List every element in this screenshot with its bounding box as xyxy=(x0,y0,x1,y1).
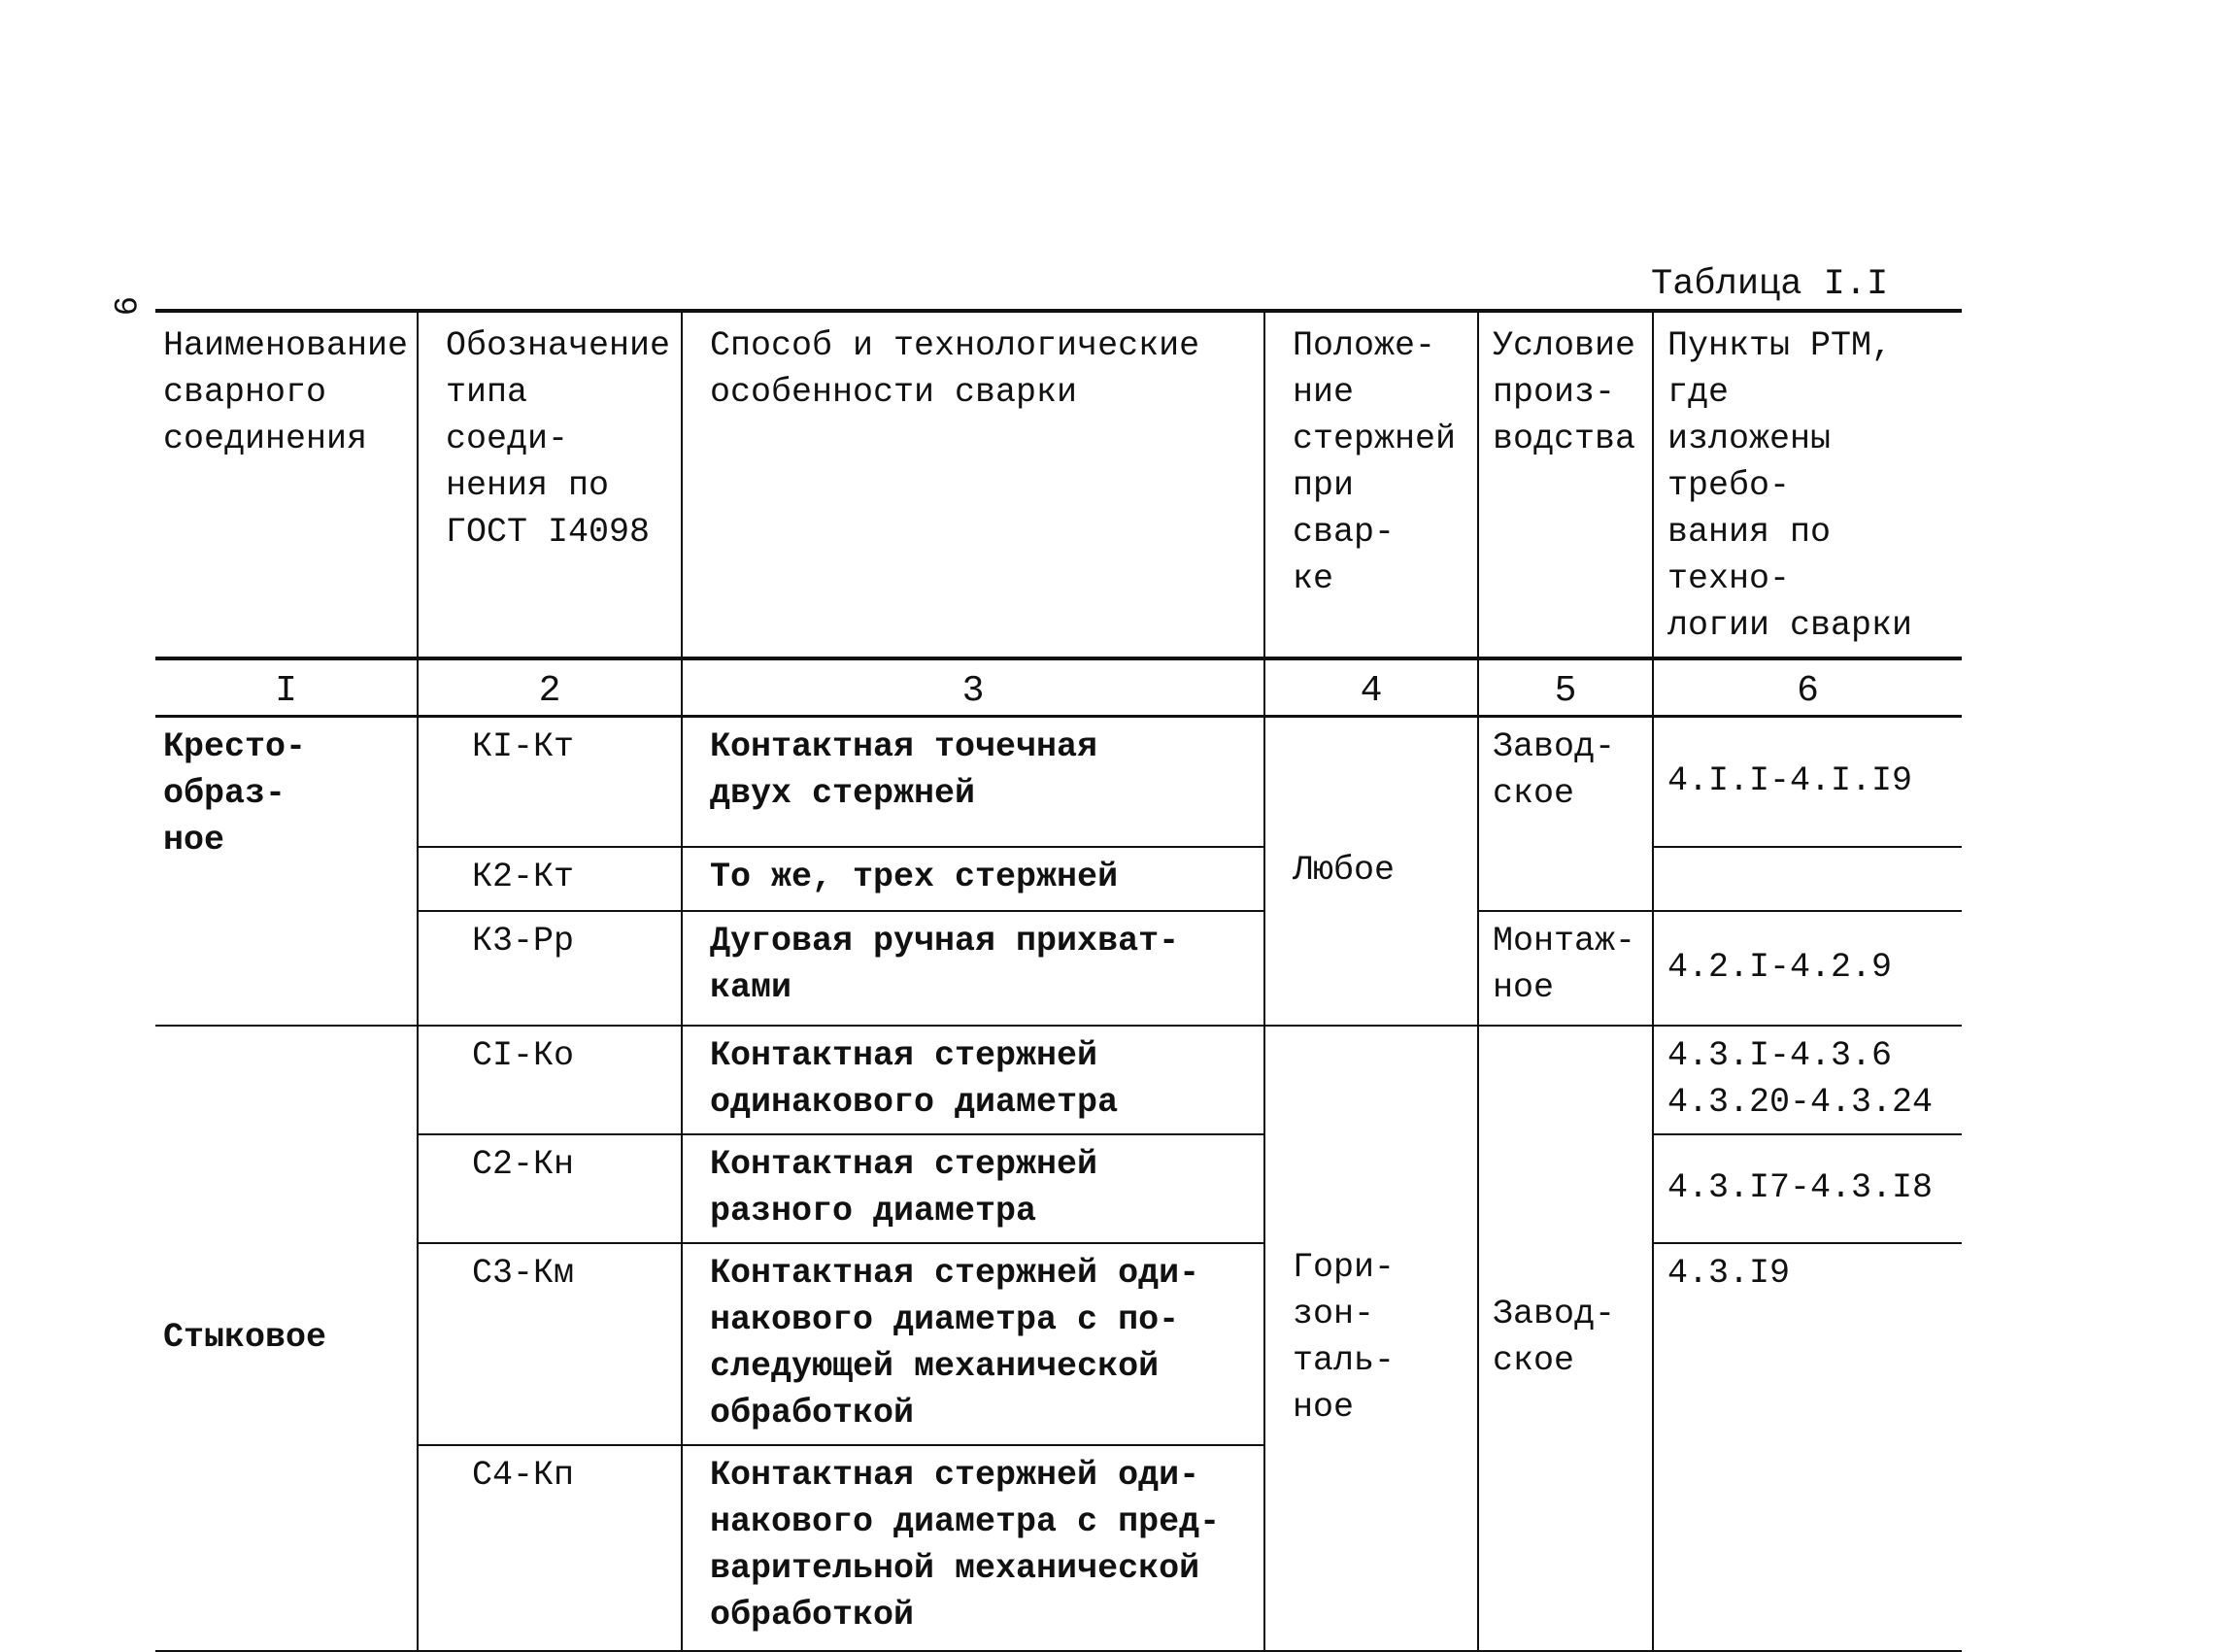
joint-code: С3-Км xyxy=(418,1243,682,1445)
welding-method: Контактная точечная двух стержней xyxy=(682,717,1264,847)
header-production-condition: Условие произ- водства xyxy=(1478,311,1653,658)
column-number: 4 xyxy=(1264,658,1478,717)
column-number: 6 xyxy=(1653,658,1962,717)
rtm-clause-empty xyxy=(1653,847,1962,911)
table-row xyxy=(155,911,1962,1026)
condition-factory: Завод- ское xyxy=(1478,717,1653,911)
welding-method: То же, трех стержней xyxy=(682,847,1264,911)
rod-position-horizontal: Гори- зон- таль- ное xyxy=(1264,1026,1478,1651)
column-number: I xyxy=(155,658,418,717)
welding-method: Дуговая ручная прихват- ками xyxy=(682,911,1264,1026)
welding-method: Контактная стержней одинакового диаметра xyxy=(682,1026,1264,1134)
header-welding-method: Способ и технологические особенности сварки xyxy=(682,311,1264,658)
rtm-clause: 4.I.I-4.I.I9 xyxy=(1653,717,1962,847)
column-number: 3 xyxy=(682,658,1264,717)
joint-code: К3-Рр xyxy=(418,911,682,1026)
rtm-clause: 4.3.I9 xyxy=(1653,1243,1962,1651)
table-row xyxy=(155,1026,1962,1134)
table-row xyxy=(155,1243,1962,1445)
joint-code: К2-Кт xyxy=(418,847,682,911)
column-numbers-row xyxy=(155,658,1962,717)
column-number: 5 xyxy=(1478,658,1653,717)
joint-code: КI-Кт xyxy=(418,717,682,847)
joint-code: С2-Кн xyxy=(418,1134,682,1243)
welding-joints-table xyxy=(155,309,1962,1652)
rtm-clause: 4.3.I7-4.3.I8 xyxy=(1653,1134,1962,1243)
welding-method: Контактная стержней разного диаметра xyxy=(682,1134,1264,1243)
joint-code: СI-Ко xyxy=(418,1026,682,1134)
header-joint-name: Наименование сварного соединения xyxy=(155,311,418,658)
joint-code: С4-Кп xyxy=(418,1445,682,1651)
welding-method: Контактная стержней оди- накового диаметра с по- следующей механической обработкой xyxy=(682,1243,1264,1445)
group-cross-joint: Кресто- образ- ное xyxy=(155,717,418,1026)
rtm-clause: 4.2.I-4.2.9 xyxy=(1653,911,1962,1026)
header-rtm-clauses: Пункты РТМ, где изложены требо- вания по техно- логии сварки xyxy=(1653,311,1962,658)
group-butt-joint: Стыковое xyxy=(155,1026,418,1651)
table-row xyxy=(155,717,1962,847)
table-row xyxy=(155,847,1962,911)
header-joint-type: Обозначение типа соеди- нения по ГОСТ I4098 xyxy=(418,311,682,658)
table-header-row xyxy=(155,311,1962,658)
table-row xyxy=(155,1134,1962,1243)
welding-method: Контактная стержней оди- накового диаметра с пред- варительной механической обработкой xyxy=(682,1445,1264,1651)
header-rod-position: Положе- ние стержней при свар- ке xyxy=(1264,311,1478,658)
condition-factory: Завод- ское xyxy=(1478,1026,1653,1651)
table-caption: Таблица I.I xyxy=(1651,264,1889,305)
rtm-clause: 4.3.I-4.3.6 4.3.20-4.3.24 xyxy=(1653,1026,1962,1134)
page-number: 9 xyxy=(104,295,142,317)
column-number: 2 xyxy=(418,658,682,717)
rod-position-any: Любое xyxy=(1264,717,1478,1026)
condition-mounting: Монтаж- ное xyxy=(1478,911,1653,1026)
